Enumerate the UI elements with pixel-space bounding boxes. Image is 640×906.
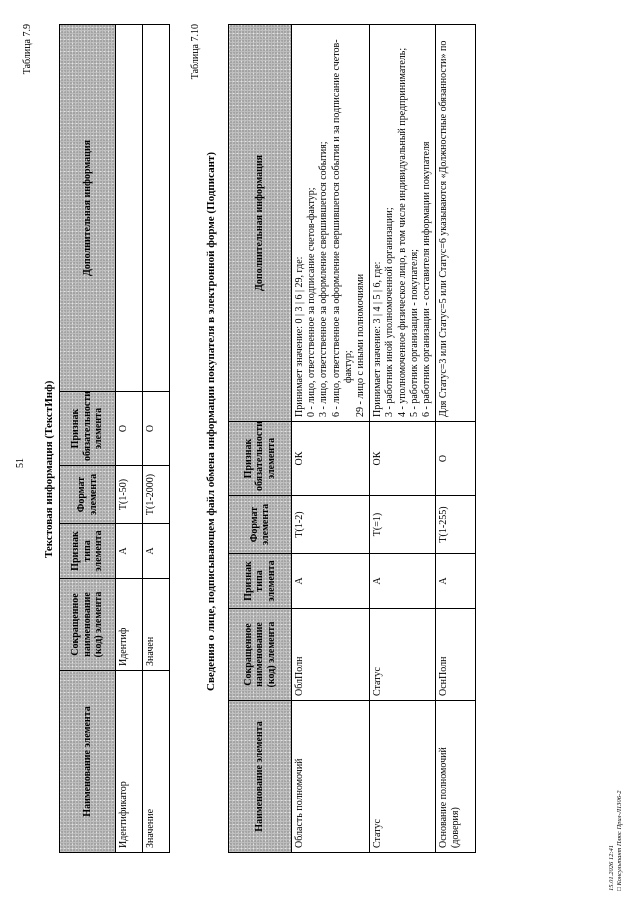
cell-format: T(1-255) (436, 496, 476, 554)
cell-info (116, 25, 143, 392)
info-title: Принимает значение: 3 | 4 | 5 | 6, где: (372, 261, 384, 417)
cell-required: ОК (370, 422, 436, 496)
cell-name: Идентификатор (116, 671, 143, 853)
cell-info (370, 25, 436, 422)
cell-name: Значение (143, 671, 170, 853)
cell-name: Статус (370, 701, 436, 853)
table-7-10-number: Таблица 7.10 (190, 24, 201, 80)
header-code: Сокращенное наименование (код) элемента (229, 609, 292, 701)
cell-type: А (292, 554, 370, 609)
table-7-9 (59, 24, 170, 853)
header-code: Сокращенное наименование (код) элемента (60, 579, 116, 671)
cell-type: А (436, 554, 476, 609)
header-type: Признак типа элемента (60, 524, 116, 579)
cell-code: ОблПолн (292, 609, 370, 701)
info-list (384, 29, 433, 417)
table-7-9-number: Таблица 7.9 (22, 24, 33, 75)
list-item: 4 - уполномоченное физическое лицо, в том числе индивидуальный предприниматель; (396, 47, 408, 417)
header-type: Признак типа элемента (229, 554, 292, 609)
page-number: 51 (15, 458, 26, 468)
cell-info (436, 25, 476, 422)
table-row (436, 25, 476, 853)
table-7-10 (228, 24, 476, 853)
cell-name: Область полномочий (292, 701, 370, 853)
table-row (370, 25, 436, 853)
info-list (306, 29, 367, 417)
header-format: Формат элемента (229, 496, 292, 554)
cell-type: А (370, 554, 436, 609)
cell-format: T(1-50) (116, 466, 143, 524)
list-item: 6 - лицо, ответственное за оформление свершившегося события и за подписание счетов-фактур; (330, 39, 354, 417)
table-7-9-title: Текстовая информация (ТекстИнф) (43, 380, 55, 558)
table-row (143, 25, 170, 853)
header-name: Наименование элемента (60, 671, 116, 853)
info-title: Принимает значение: 0 | 3 | 6 | 29, где: (294, 256, 305, 417)
header-name: Наименование элемента (229, 701, 292, 853)
table-row (292, 25, 370, 853)
list-item: 3 - работник иной уполномоченной организации; (384, 207, 396, 417)
list-item: 3 - лицо, ответственное за оформление свершившегося события; (318, 141, 330, 417)
header-required: Признак обязательности элемента (229, 422, 292, 496)
list-item: 29 - лицо с иными полномочиями (354, 273, 366, 417)
cell-format: T(1-2) (292, 496, 370, 554)
cell-code: ОснПолн (436, 609, 476, 701)
cell-required: О (116, 392, 143, 466)
table-header-row (60, 25, 116, 853)
footer-source: □ Консультант Плюс Прил-Л1306-2 (615, 790, 623, 891)
header-info: Дополнительная информация (60, 25, 116, 392)
header-required: Признак обязательности элемента (60, 392, 116, 466)
info-title: Для Статус=3 или Статус=5 или Статус=6 указываются «Должностные обязанности» по (438, 40, 450, 417)
cell-format: T(1-2000) (143, 466, 170, 524)
cell-info (143, 25, 170, 392)
cell-type: А (116, 524, 143, 579)
cell-type: А (143, 524, 170, 579)
page-footer (608, 791, 624, 891)
header-info: Дополнительная информация (229, 25, 292, 422)
footer-timestamp: 15.01.2026 12:41 (607, 844, 615, 891)
list-item: 0 - лицо, ответственное за подписание счетов-фактур; (306, 187, 318, 417)
cell-code: Статус (370, 609, 436, 701)
list-item: 5 - работник организации - покупателя; (408, 249, 420, 417)
table-row (116, 25, 143, 853)
table-header-row (229, 25, 292, 853)
list-item: 6 - работник организации - составителя информации покупателя (420, 141, 432, 417)
cell-required: О (143, 392, 170, 466)
cell-format: T(=1) (370, 496, 436, 554)
cell-info (292, 25, 370, 422)
cell-required: О (436, 422, 476, 496)
cell-code: Значен (143, 579, 170, 671)
header-format: Формат элемента (60, 466, 116, 524)
table-7-10-title: Сведения о лице, подписывающем файл обмена информации покупателя в электронной форме (Подписант) (205, 152, 217, 691)
cell-name: Основание полномочий (доверия) (436, 701, 476, 853)
cell-required: ОК (292, 422, 370, 496)
cell-code: Идентиф (116, 579, 143, 671)
